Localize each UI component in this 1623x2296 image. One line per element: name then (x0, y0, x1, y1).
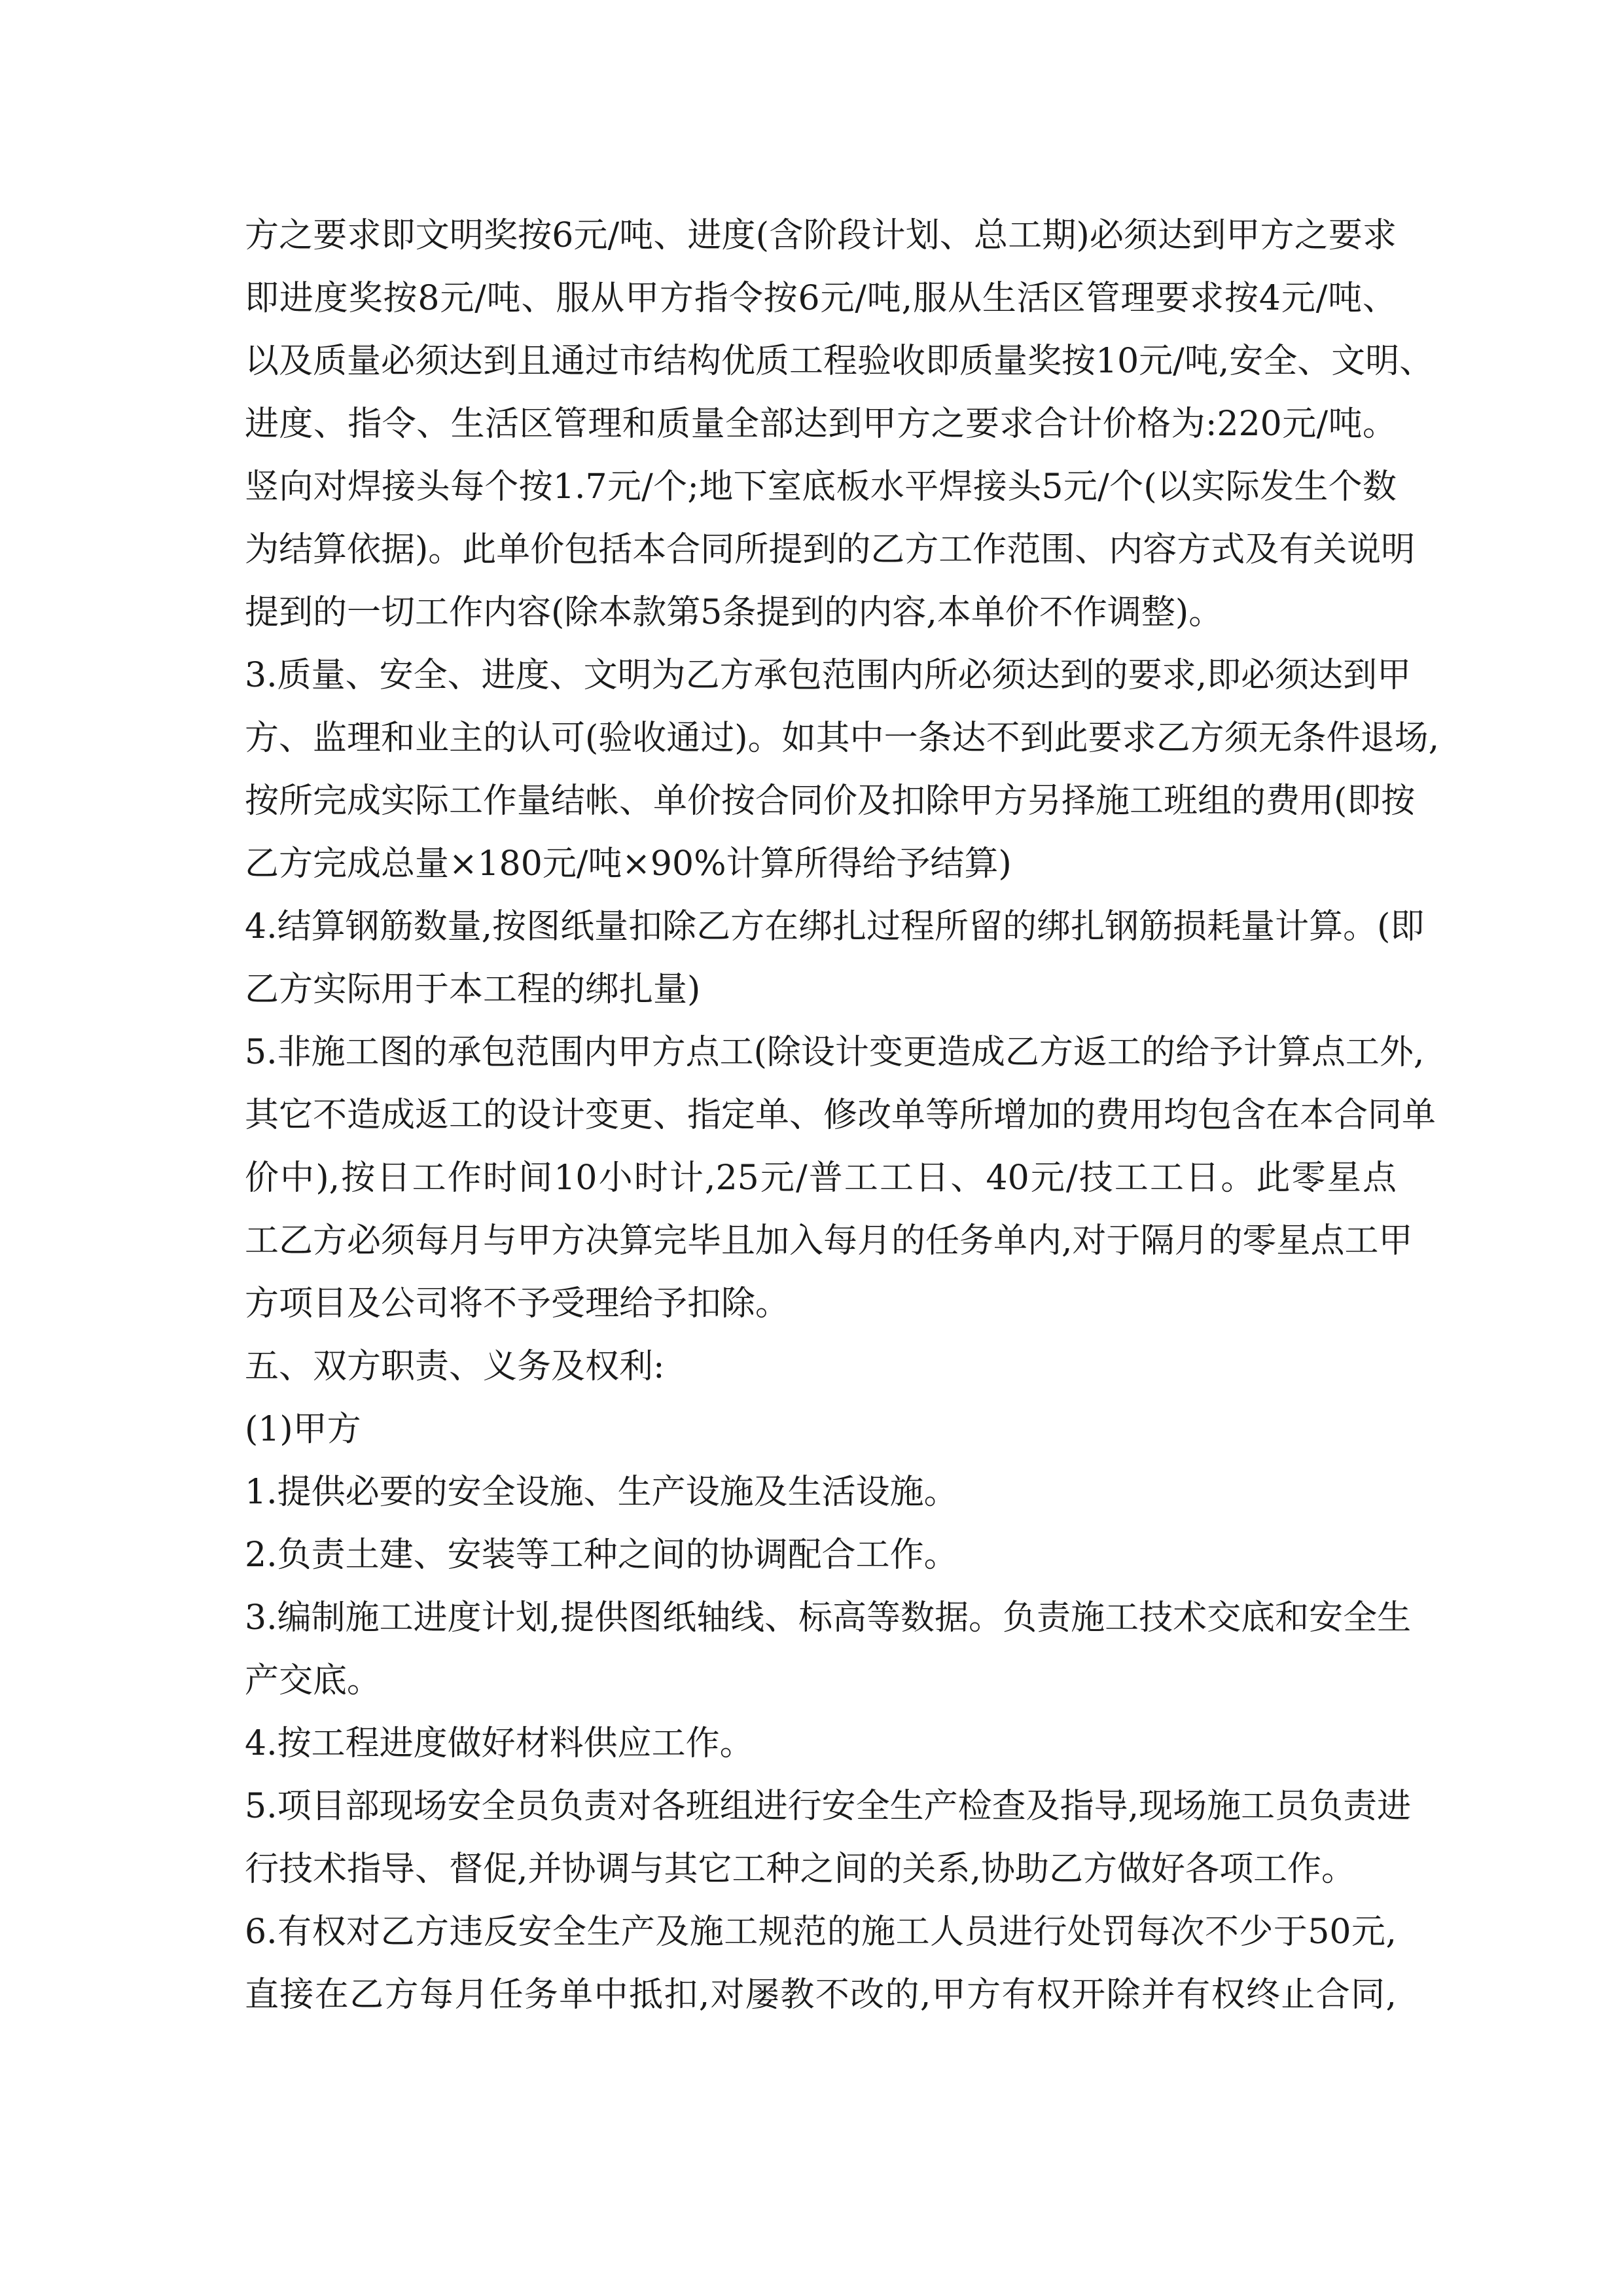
text-line: 直接在乙方每月任务单中抵扣,对屡教不改的,甲方有权开除并有权终止合同, (245, 1975, 1397, 2015)
text-line: 行技术指导、督促,并协调与其它工种之间的关系,协助乙方做好各项工作。 (245, 1850, 1356, 1889)
section-heading: 五、双方职责、义务及权利: (245, 1347, 665, 1386)
text-line: 方项目及公司将不予受理给予扣除。 (245, 1284, 790, 1323)
subsection-heading: (1)甲方 (245, 1410, 361, 1449)
text-line: 竖向对焊接头每个按1.7元/个;地下室底板水平焊接头5元/个(以实际发生个数 (245, 467, 1397, 507)
text-line: 方、监理和业主的认可(验收通过)。如其中一条达不到此要求乙方须无条件退场, (245, 719, 1440, 758)
list-item: 4.按工程进度做好材料供应工作。 (245, 1724, 754, 1763)
text-line: 工乙方必须每月与甲方决算完毕且加入每月的任务单内,对于隔月的零星点工甲 (245, 1221, 1413, 1261)
text-line: 其它不造成返工的设计变更、指定单、修改单等所增加的费用均包含在本合同单 (245, 1096, 1436, 1135)
text-line: 方之要求即文明奖按6元/吨、进度(含阶段计划、总工期)必须达到甲方之要求 (245, 216, 1397, 255)
text-line: 乙方实际用于本工程的绑扎量) (245, 970, 701, 1009)
text-line: 以及质量必须达到且通过市结构优质工程验收即质量奖按10元/吨,安全、文明、 (245, 342, 1434, 381)
list-item: 5.项目部现场安全员负责对各班组进行安全生产检查及指导,现场施工员负责进 (245, 1787, 1412, 1826)
text-line: 提到的一切工作内容(除本款第5条提到的内容,本单价不作调整)。 (245, 593, 1223, 632)
list-item: 6.有权对乙方违反安全生产及施工规范的施工人员进行处罚每次不少于50元, (245, 1912, 1397, 1952)
text-line: 为结算依据)。此单价包括本合同所提到的乙方工作范围、内容方式及有关说明 (245, 530, 1416, 569)
text-line: 5.非施工图的承包范围内甲方点工(除设计变更造成乙方返工的给予计算点工外, (245, 1033, 1425, 1072)
text-line: 价中),按日工作时间10小时计,25元/普工工日、40元/技工工日。此零星点 (245, 1158, 1397, 1198)
text-line: 4.结算钢筋数量,按图纸量扣除乙方在绑扎过程所留的绑扎钢筋损耗量计算。(即 (245, 907, 1425, 946)
text-line: 乙方完成总量×180元/吨×90%计算所得给予结算) (245, 844, 1012, 884)
text-line: 产交底。 (245, 1661, 382, 1700)
text-line: 即进度奖按8元/吨、服从甲方指令按6元/吨,服从生活区管理要求按4元/吨、 (245, 279, 1397, 318)
text-line: 3.质量、安全、进度、文明为乙方承包范围内所必须达到的要求,即必须达到甲 (245, 656, 1412, 695)
list-item: 1.提供必要的安全设施、生产设施及生活设施。 (245, 1473, 958, 1512)
list-item: 2.负责土建、安装等工种之间的协调配合工作。 (245, 1535, 958, 1575)
list-item: 3.编制施工进度计划,提供图纸轴线、标高等数据。负责施工技术交底和安全生 (245, 1598, 1412, 1638)
document-body (245, 204, 1440, 2026)
text-line: 按所完成实际工作量结帐、单价按合同价及扣除甲方另择施工班组的费用(即按 (245, 781, 1416, 821)
text-line: 进度、指令、生活区管理和质量全部达到甲方之要求合计价格为:220元/吨。 (245, 404, 1397, 444)
